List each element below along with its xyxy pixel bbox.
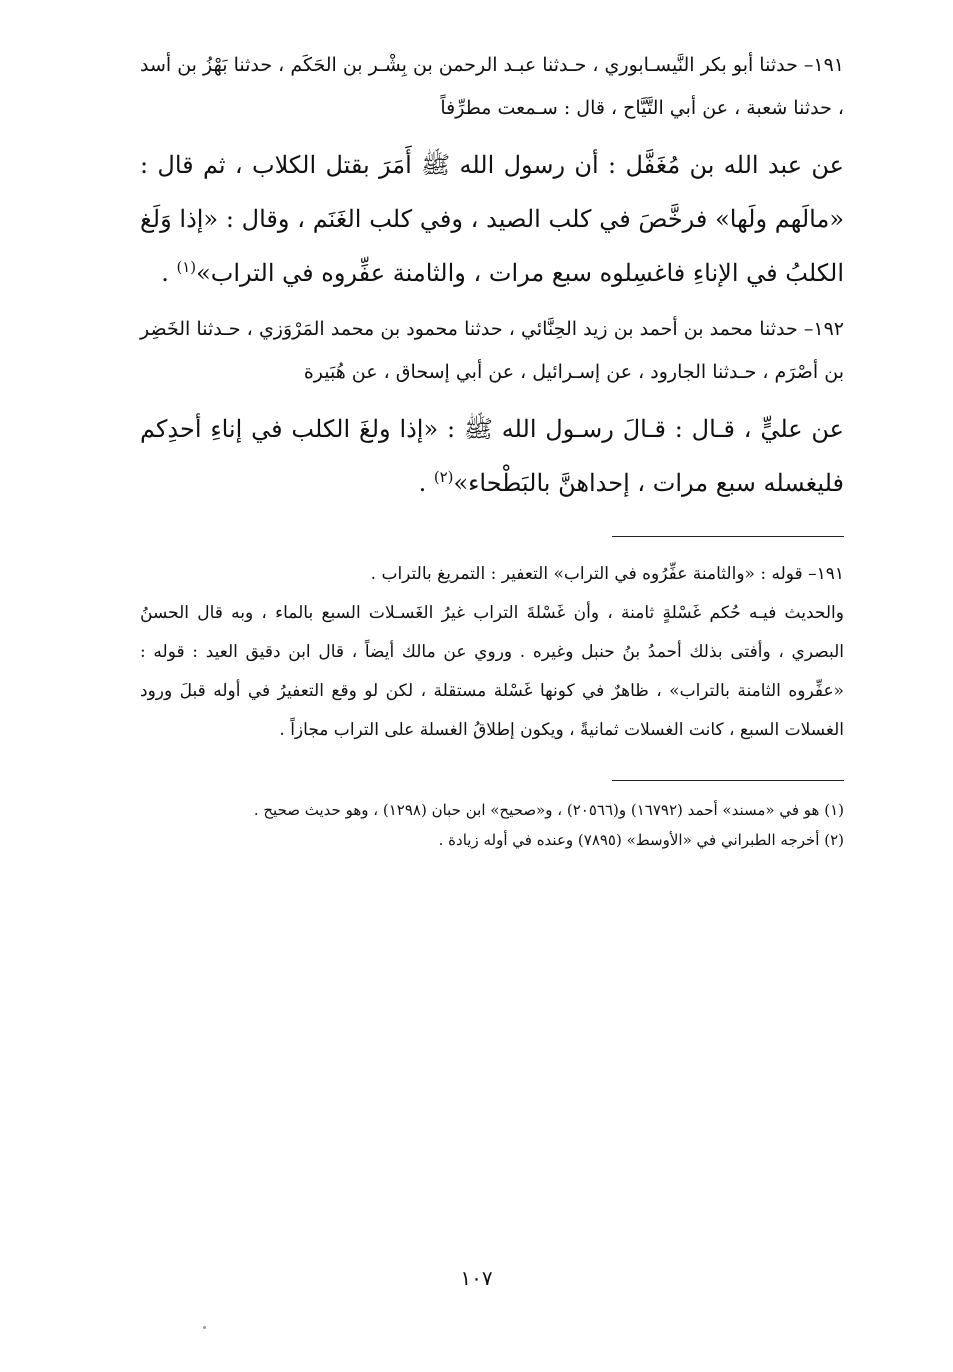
hadith-192-end-mark: . <box>418 469 434 497</box>
scan-speck <box>203 1326 206 1329</box>
page-number: ١٠٧ <box>460 1266 493 1290</box>
footnote-ref-1[interactable]: (١) <box>176 258 197 276</box>
footnote-2: (٢) أخرجه الطبراني في «الأوسط» (٧٨٩٥) وعنده في أوله زيادة . <box>438 831 844 849</box>
footnotes-divider <box>612 780 844 781</box>
hadith-192-isnad: ١٩٢– حدثنا محمد بن أحمد بن زيد الحِنَّائي ، حدثنا محمود بن محمد المَرْوَزي ، حـدثنا الخَضِر بن أصْرَم ، حـدثنا الجارود ، عن إسـرائيل ، عن أبي إسحاق ، عن هُبَيرة <box>140 318 844 383</box>
hadith-191-matn <box>140 138 844 300</box>
hadith-191-end-mark: . <box>161 259 177 287</box>
commentary-paragraph-2: والحديث فيـه حُكم غَسْلةٍ ثامنة ، وأن غَسْلةَ التراب غيرُ الغَسـلات السبع بالماء ، وبه قال الحسنُ البصري ، وأفتى بذلك أحمدُ بنُ حنبل وغيره . وروي عن مالك أيضاً ، قال ابن دقيق العيد : قوله : «عفِّروه الثامنة بالتراب» ، ظاهرٌ في كونها غَسْلة مستقلة ، لكن لو وقع التعفيرُ في أوله قبلَ ورود الغسلات السبع ، كانت الغسلات ثمانيةً ، ويكون إطلاقُ الغسلة على التراب مجازاً . <box>140 603 844 740</box>
footnote-1: (١) هو في «مسند» أحمد (١٦٧٩٢) و(٢٠٥٦٦) ، و«صحيح» ابن حبان (١٢٩٨) ، وهو حديث صحيح . <box>253 801 844 819</box>
footnote-ref-2[interactable]: (٢) <box>433 468 454 486</box>
page-body <box>140 44 844 855</box>
hadith-192-matn <box>140 402 844 510</box>
commentary-paragraph-1: ١٩١– قوله : «والثامنة عفِّرُوه في التراب» التعفير : التمريغ بالتراب . <box>370 564 844 584</box>
commentary-divider <box>612 536 844 537</box>
hadith-192-matn-text: عن عليٍّ ، قـال : قـالَ رسـول الله ﷺ : «إذا ولغَ الكلب في إناءِ أحدِكم فليغسله سبع مرات ، إحداهنَّ بالبَطْحاء» <box>140 415 844 497</box>
hadith-191-isnad: ١٩١– حدثنا أبو بكر النَّيسـابوري ، حـدثنا عبـد الرحمن بن بِشْـر بن الحَكَم ، حدثنا بَهْزُ بن أسد ، حدثنا شعبة ، عن أبي التَّيَّاح ، قال : سـمعت مطرِّفاً <box>140 54 844 119</box>
hadith-191-matn-text: عن عبد الله بن مُغَفَّل : أن رسول الله ﷺ أَمَرَ بقتل الكلاب ، ثم قال : «مالَهم ولَها» فرخَّصَ في كلب الصيد ، وفي كلب الغَنَم ، وقال : «إذا وَلَغ الكلبُ في الإناءِ فاغسِلوه سبع مرات ، والثامنة عفِّروه في التراب» <box>140 151 844 287</box>
